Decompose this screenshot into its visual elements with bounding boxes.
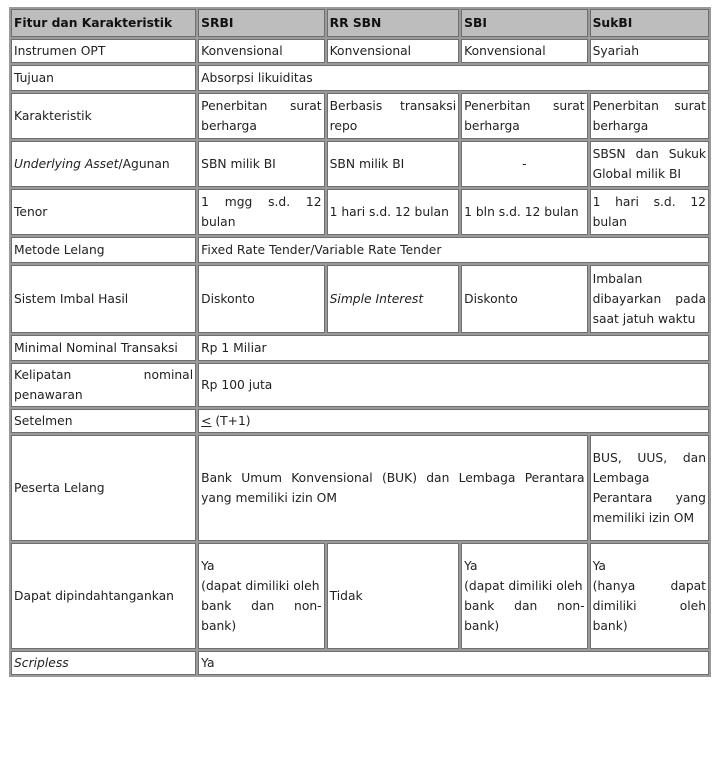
cell-line: bank) [464,619,500,633]
cell-line: Berbasis transaksi [329,99,457,113]
underlying-asset-label: Underlying Asset [14,157,119,171]
table-row [11,141,709,187]
cell-line: bank dan non- [201,599,322,613]
header-rr-sbn: RR SBN [327,9,460,37]
cell-all: Rp 100 juta [198,363,709,407]
agunan-label: /Agunan [118,157,170,171]
cell-srbi: Konvensional [198,39,324,63]
cell-all: Fixed Rate Tender/Variable Rate Tender [198,237,709,263]
setelmen-value: (T+1) [211,414,251,428]
table-row [11,93,709,139]
comparison-table-wrapper [9,7,711,677]
cell-line: berharga [464,119,520,133]
row-label-tenor: Tenor [11,189,196,235]
cell-line: dibayarkan pada [592,292,706,306]
cell-rr-sbn: Simple Interest [327,265,460,333]
row-label-metode: Metode Lelang [11,237,196,263]
cell-line: memiliki izin OM [592,511,695,525]
table-row [11,435,709,541]
cell-all: Ya [198,651,709,675]
cell-line: Bank Umum Konvensional (BUK) dan Lembaga Perantara [201,471,585,485]
cell-rr-sbn: Tidak [327,543,460,649]
cell-sukbi [590,265,709,333]
cell-sbi: 1 bln s.d. 12 bulan [461,189,587,235]
cell-srbi [198,93,324,139]
cell-line: (hanya dapat [592,579,706,593]
cell-srbi [198,189,324,235]
cell-line: Imbalan [592,272,643,286]
table-row [11,363,709,407]
header-features: Fitur dan Karakteristik [11,9,196,37]
cell-line: bank) [592,619,628,633]
row-label-scripless: Scripless [11,651,196,675]
header-sukbi: SukBI [590,9,709,37]
cell-sbi [461,93,587,139]
row-label-karakteristik: Karakteristik [11,93,196,139]
table-row [11,335,709,361]
row-label-setelmen: Setelmen [11,409,196,433]
cell-line: 1 mgg s.d. 12 [201,195,322,209]
cell-sukbi [590,435,709,541]
cell-line: bank) [201,619,237,633]
row-label-imbal: Sistem Imbal Hasil [11,265,196,333]
table-row [11,543,709,649]
cell-line: berharga [592,119,649,133]
cell-rr-sbn: SBN milik BI [327,141,460,187]
cell-line: repo [329,119,358,133]
cell-rr-sbn [327,93,460,139]
table-row [11,651,709,675]
cell-line: bank dan non- [464,599,585,613]
header-srbi: SRBI [198,9,324,37]
cell-line: penawaran [14,388,83,402]
table-row [11,265,709,333]
less-than-or-equal-symbol: < [201,414,212,428]
cell-line: berharga [201,119,257,133]
table-row [11,409,709,433]
row-label-tujuan: Tujuan [11,65,196,91]
table-header-row [11,9,709,37]
row-label-instrumen: Instrumen OPT [11,39,196,63]
cell-all: Absorpsi likuiditas [198,65,709,91]
cell-sukbi [590,141,709,187]
cell-sbi [461,543,587,649]
cell-line: bulan [592,215,627,229]
cell-line: saat jatuh waktu [592,312,696,326]
cell-line: (dapat dimiliki oleh [201,579,320,593]
cell-line: Global milik BI [592,167,682,181]
cell-sbi: Konvensional [461,39,587,63]
cell-rr-sbn: Konvensional [327,39,460,63]
row-label-dapat: Dapat dipindahtangankan [11,543,196,649]
cell-line: Penerbitan surat [592,99,706,113]
cell-line: bulan [201,215,236,229]
cell-sukbi [590,93,709,139]
cell-line: Lembaga [592,471,650,485]
cell-all: Rp 1 Miliar [198,335,709,361]
table-row [11,65,709,91]
cell-line: dimiliki oleh [592,599,706,613]
cell-sukbi: Syariah [590,39,709,63]
cell-line: SBSN dan Sukuk [592,147,706,161]
header-sbi: SBI [461,9,587,37]
cell-line: Penerbitan surat [464,99,585,113]
cell-rr-sbn: 1 hari s.d. 12 bulan [327,189,460,235]
cell-line: BUS, UUS, dan [592,451,706,465]
cell-srbi [198,543,324,649]
row-label-peserta: Peserta Lelang [11,435,196,541]
row-label-kelipatan [11,363,196,407]
row-label-minimal: Minimal Nominal Transaksi [11,335,196,361]
instrument-comparison-table [9,7,711,677]
cell-all [198,409,709,433]
cell-sbi: - [461,141,587,187]
cell-sukbi [590,543,709,649]
cell-srbi: Diskonto [198,265,324,333]
cell-line: Ya [592,559,606,573]
cell-line: Perantara yang [592,491,706,505]
cell-line: Penerbitan surat [201,99,322,113]
cell-line: yang memiliki izin OM [201,491,337,505]
table-row [11,39,709,63]
cell-sbi: Diskonto [461,265,587,333]
table-row [11,189,709,235]
cell-srbi: SBN milik BI [198,141,324,187]
cell-line: Kelipatan nominal [14,368,194,382]
cell-sukbi [590,189,709,235]
cell-line: Ya [201,559,215,573]
table-row [11,237,709,263]
cell-conventional [198,435,587,541]
cell-line: Ya [464,559,478,573]
cell-line: 1 hari s.d. 12 [592,195,706,209]
cell-line: (dapat dimiliki oleh [464,579,583,593]
row-label-underlying [11,141,196,187]
